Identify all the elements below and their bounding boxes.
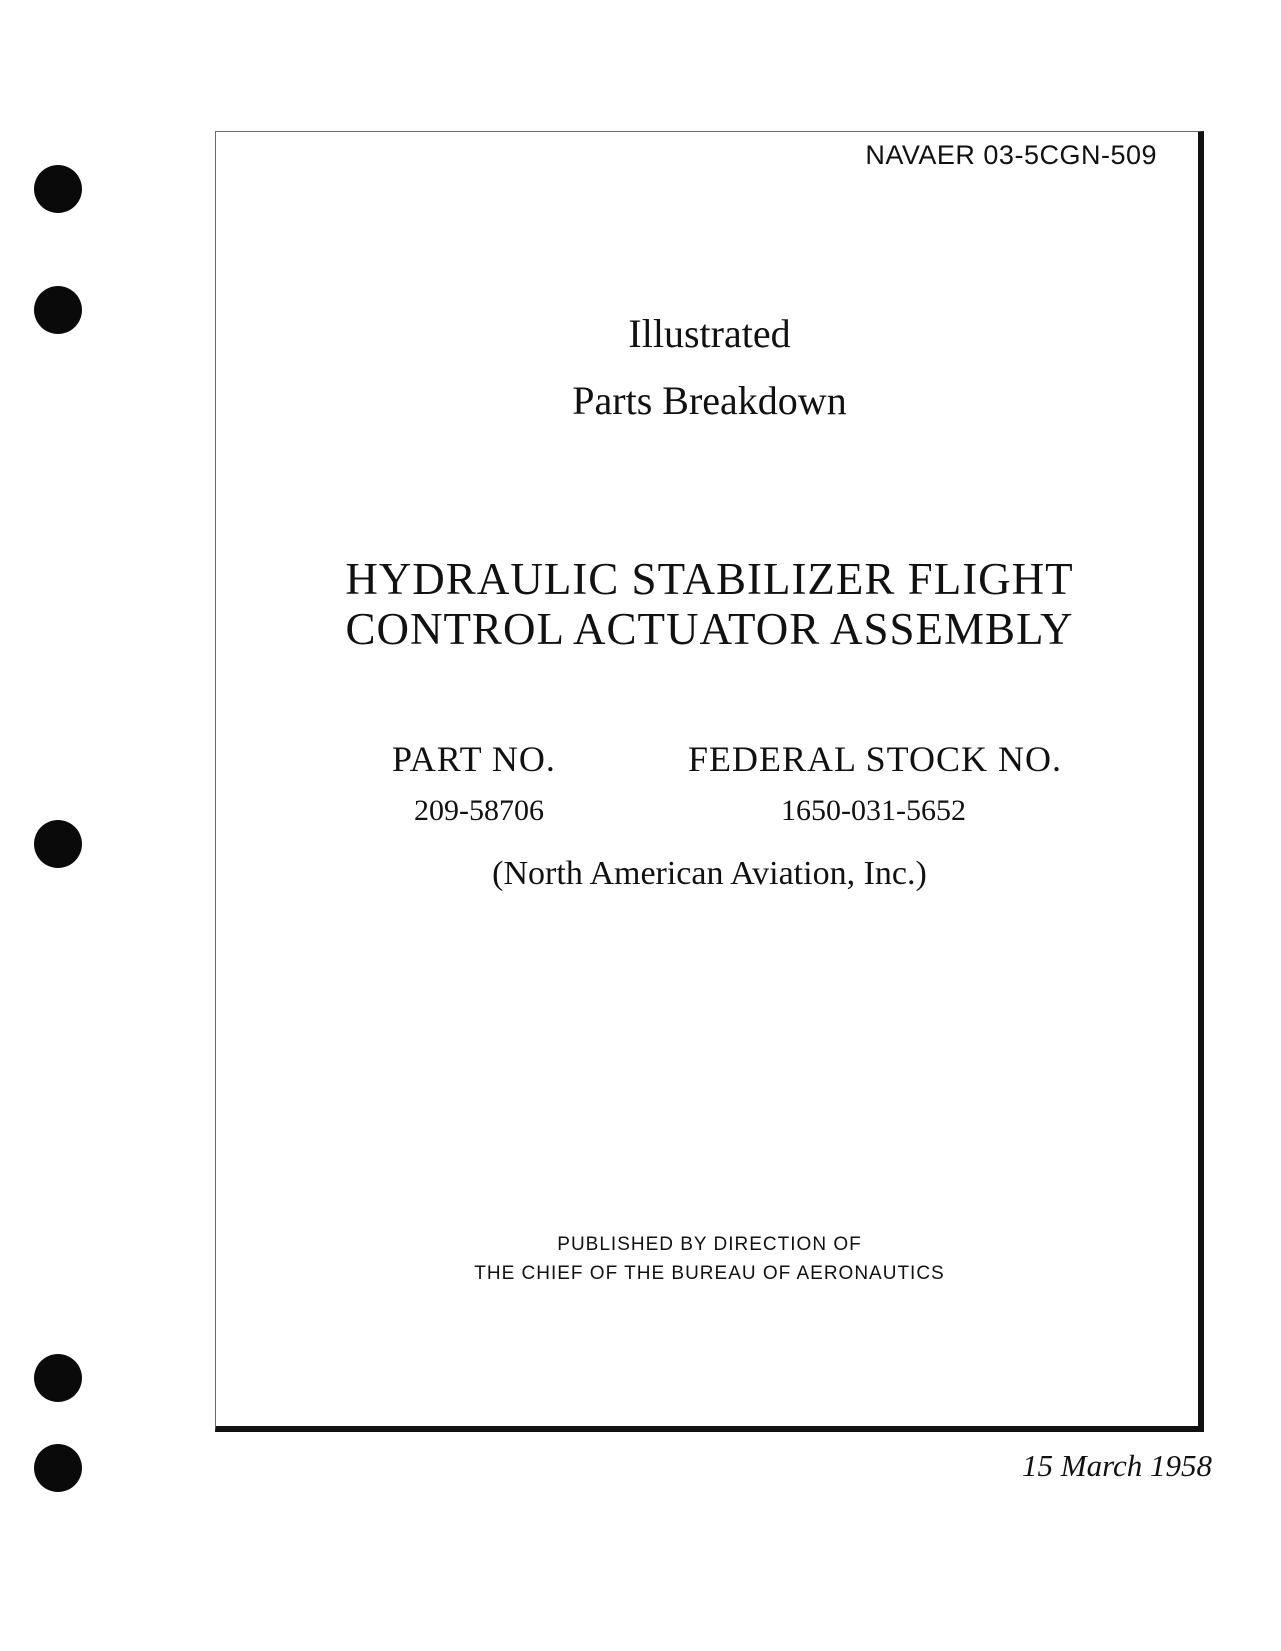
publisher-line-1: PUBLISHED BY DIRECTION OF (557, 1234, 862, 1255)
punch-hole-5 (34, 1444, 82, 1492)
stock-no-value: 1650-031-5652 (781, 794, 966, 827)
manufacturer: (North American Aviation, Inc.) (492, 855, 927, 892)
publisher-line-2: THE CHIEF OF THE BUREAU OF AERONAUTICS (474, 1263, 945, 1284)
stock-no-label: FEDERAL STOCK NO. (688, 739, 1063, 779)
punch-hole-4 (34, 1354, 82, 1402)
heading-line-1: HYDRAULIC STABILIZER FLIGHT (345, 554, 1074, 604)
title-line-2: Parts Breakdown (572, 378, 847, 423)
heading-line-2: CONTROL ACTUATOR ASSEMBLY (345, 604, 1074, 654)
part-no-label: PART NO. (392, 739, 556, 779)
title-line-1: Illustrated (628, 311, 791, 356)
part-no-value: 209-58706 (414, 794, 544, 827)
publication-date: 15 March 1958 (1022, 1448, 1212, 1483)
punch-hole-3 (34, 820, 82, 868)
punch-hole-2 (34, 286, 82, 334)
punch-hole-1 (34, 165, 82, 213)
document-number: NAVAER 03-5CGN-509 (865, 140, 1157, 170)
